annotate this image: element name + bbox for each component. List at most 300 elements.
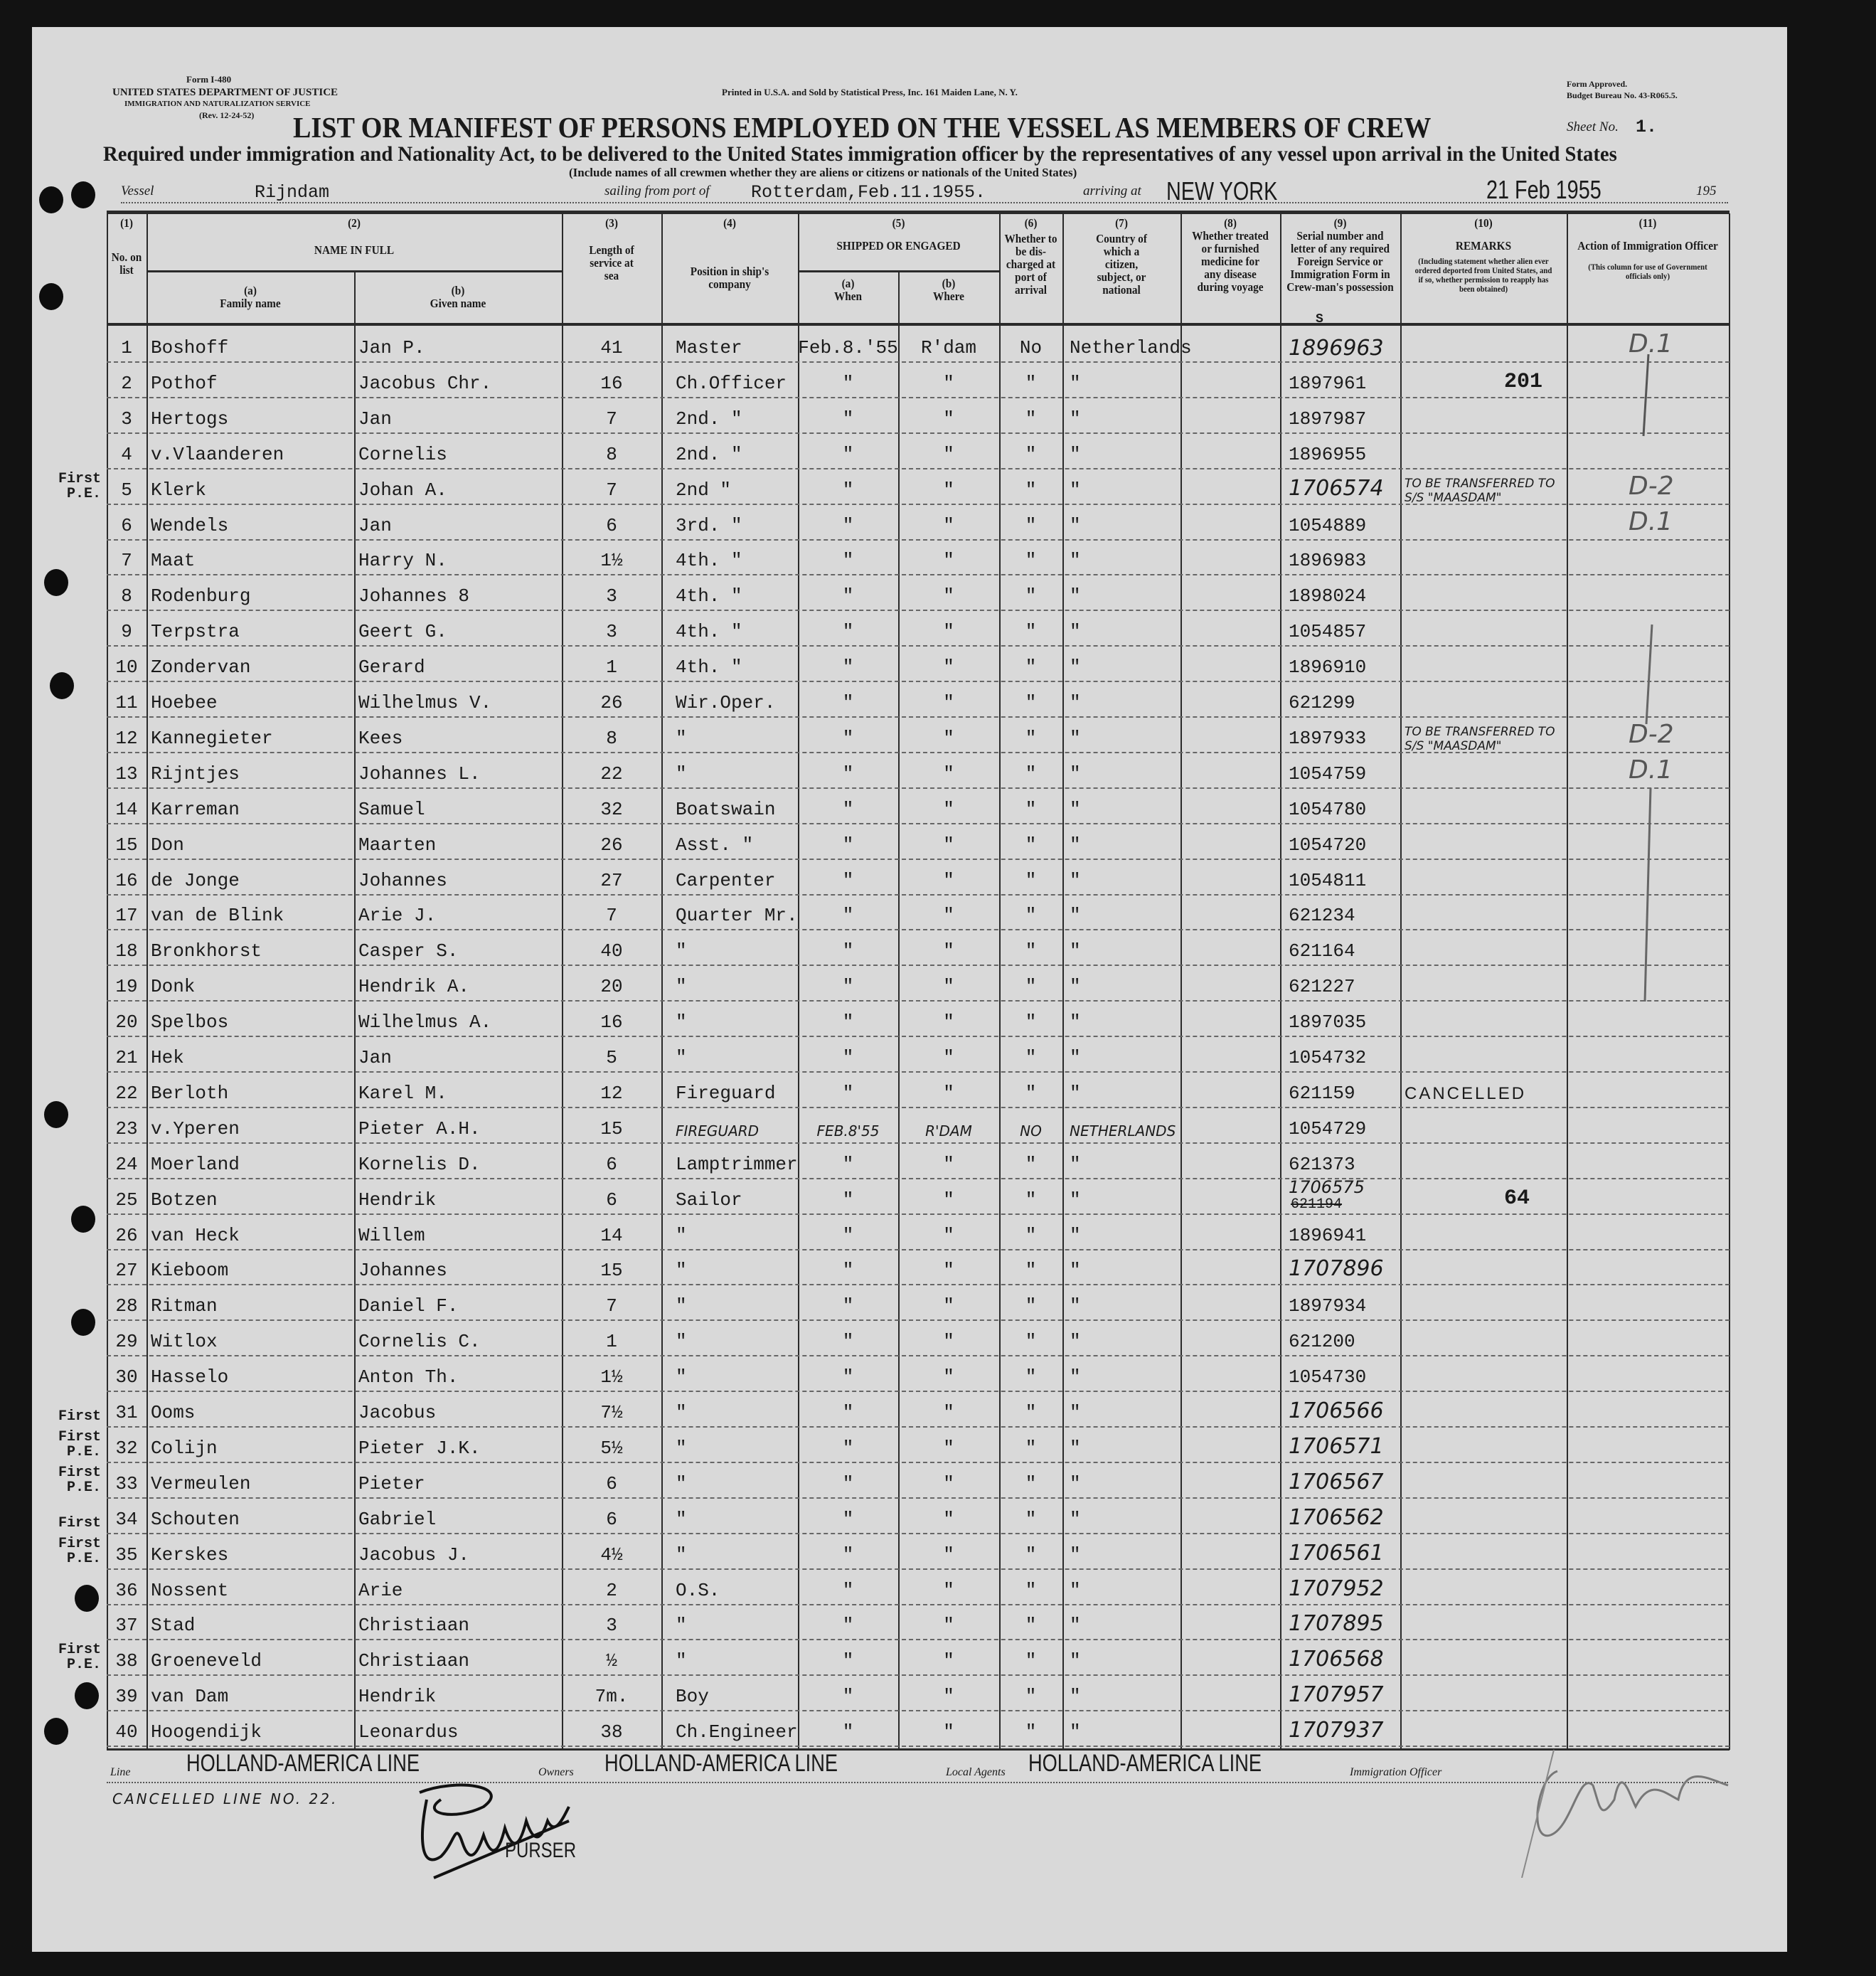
shipped-when-cell: ": [842, 1331, 854, 1353]
crew-row: [107, 823, 1730, 860]
given-name-cell: Jan P.: [358, 337, 425, 358]
shipped-when-cell: ": [842, 1615, 854, 1637]
shipped-when-cell: ": [842, 621, 854, 643]
country-cell: ": [1070, 1082, 1081, 1104]
vessel-name: Rijndam: [255, 182, 330, 203]
serial-number-cell: 1707896: [1289, 1256, 1384, 1282]
crew-row: [107, 1178, 1730, 1215]
shipped-where-cell: ": [943, 585, 954, 607]
discharged-cell: ": [1025, 1437, 1037, 1459]
family-name-cell: Bronkhorst: [151, 940, 262, 962]
number-cell: 9: [121, 621, 132, 643]
col-header-discharged: (6) Whether to be dis-charged at port of arrival: [1004, 216, 1057, 297]
number-cell: 19: [115, 976, 138, 998]
number-cell: 30: [115, 1366, 138, 1388]
serial-number-cell: 1054780: [1289, 798, 1367, 820]
shipped-when-cell: ": [842, 727, 854, 749]
country-cell: ": [1070, 834, 1081, 856]
serial-number-cell: 621159: [1289, 1082, 1355, 1104]
shipped-where-cell: ": [943, 869, 954, 891]
line-label: Line: [110, 1766, 131, 1778]
length-of-service-cell: 8: [606, 727, 617, 749]
country-cell: ": [1070, 1402, 1081, 1423]
crew-row: [107, 1142, 1730, 1179]
length-of-service-cell: 38: [600, 1721, 623, 1743]
shipped-where-cell: ": [943, 1650, 954, 1672]
discharged-cell: ": [1025, 905, 1037, 927]
serial-number-cell: 621164: [1289, 940, 1355, 962]
serial-number-cell: 1897987: [1289, 408, 1367, 430]
serial-number-cell: 1896963: [1289, 336, 1384, 361]
shipped-where-cell: ": [943, 514, 954, 536]
family-name-cell: van Dam: [151, 1686, 229, 1708]
length-of-service-cell: 6: [606, 1189, 617, 1211]
shipped-when-cell: ": [842, 1082, 854, 1104]
crew-row: [107, 574, 1730, 611]
serial-number-cell: 1054729: [1289, 1117, 1367, 1140]
family-name-cell: Wendels: [151, 514, 229, 536]
shipped-when-cell: ": [842, 1579, 854, 1601]
country-cell: ": [1070, 692, 1081, 713]
position-cell: FIREGUARD: [676, 1122, 760, 1140]
given-name-cell: Christiaan: [358, 1650, 470, 1672]
serial-number-cell: 1896941: [1289, 1224, 1367, 1246]
crew-row: [107, 1355, 1730, 1392]
length-of-service-cell: 1: [606, 657, 617, 679]
arrival-date: 21 Feb 1955: [1486, 175, 1601, 204]
length-of-service-cell: 32: [600, 798, 623, 820]
col-header-given: (b) Given name: [430, 284, 486, 310]
family-name-cell: Berloth: [151, 1082, 229, 1104]
serial-number-cell: 1706574: [1289, 475, 1384, 501]
serial-number-cell: 1707957: [1289, 1682, 1384, 1708]
officer-signature: [1493, 1707, 1749, 1878]
serial-number-cell: 1897035: [1289, 1011, 1367, 1034]
family-name-cell: Colijn: [151, 1437, 218, 1459]
discharged-cell: ": [1025, 585, 1037, 607]
number-cell: 17: [115, 905, 138, 927]
family-name-cell: Kieboom: [151, 1260, 229, 1282]
discharged-cell: ": [1025, 1047, 1037, 1068]
shipped-when-cell: ": [842, 1366, 854, 1388]
margin-note-cell: First P.E.: [58, 1428, 101, 1460]
position-cell: ": [676, 1437, 687, 1459]
given-name-cell: Pieter A.H.: [358, 1117, 481, 1140]
officer-action-cell: D-2: [1629, 471, 1674, 501]
struck-serial: 621194: [1291, 1196, 1343, 1213]
family-name-cell: van de Blink: [151, 905, 284, 927]
family-name-cell: van Heck: [151, 1224, 240, 1246]
serial-number-cell: 1054720: [1289, 834, 1367, 856]
shipped-when-cell: ": [842, 1508, 854, 1530]
shipped-where-cell: ": [943, 727, 954, 749]
length-of-service-cell: 6: [606, 1153, 617, 1175]
position-cell: Fireguard: [676, 1082, 776, 1104]
shipped-when-cell: ": [842, 479, 854, 501]
country-cell: ": [1070, 550, 1081, 572]
shipped-where-cell: ": [943, 372, 954, 394]
length-of-service-cell: 26: [600, 834, 623, 856]
serial-number-cell: 1706566: [1289, 1398, 1384, 1423]
position-cell: Boatswain: [676, 798, 776, 820]
country-cell: ": [1070, 479, 1081, 501]
family-name-cell: Botzen: [151, 1189, 218, 1211]
given-name-cell: Anton Th.: [358, 1366, 459, 1388]
position-cell: Quarter Mr.: [676, 905, 798, 927]
number-cell: 16: [115, 869, 138, 891]
purser-label: PURSER: [505, 1839, 577, 1862]
country-cell: ": [1070, 1615, 1081, 1637]
country-cell: ": [1070, 976, 1081, 998]
family-name-cell: Kannegieter: [151, 727, 273, 749]
country-cell: ": [1070, 798, 1081, 820]
crew-row: [107, 1319, 1730, 1356]
given-name-cell: Wilhelmus V.: [358, 692, 492, 713]
col-header-serial: (9) Serial number and letter of any required Foreign Service or Immigration Form in Crew-man's possession: [1286, 216, 1394, 294]
position-cell: ": [676, 1472, 687, 1494]
family-name-cell: Kerskes: [151, 1544, 229, 1566]
serial-number-cell: 1706567: [1289, 1469, 1384, 1494]
shipped-when-cell: ": [842, 798, 854, 820]
length-of-service-cell: 27: [600, 869, 623, 891]
shipped-where-cell: ": [943, 976, 954, 998]
shipped-when-cell: ": [842, 1189, 854, 1211]
family-name-cell: Spelbos: [151, 1011, 229, 1034]
crew-row: [107, 432, 1730, 469]
family-name-cell: Vermeulen: [151, 1472, 251, 1494]
length-of-service-cell: 2: [606, 1579, 617, 1601]
country-cell: ": [1070, 1579, 1081, 1601]
col-header-where: (b) Where: [933, 277, 964, 303]
position-cell: 3rd. ": [676, 514, 742, 536]
discharged-cell: ": [1025, 1260, 1037, 1282]
number-cell: 39: [115, 1686, 138, 1708]
country-cell: ": [1070, 763, 1081, 785]
shipped-when-cell: ": [842, 1153, 854, 1175]
remarks-cell: 64: [1504, 1186, 1530, 1211]
shipped-when-cell: ": [842, 372, 854, 394]
punch-hole: [39, 283, 63, 310]
family-name-cell: Zondervan: [151, 657, 251, 679]
country-cell: ": [1070, 1366, 1081, 1388]
punch-hole: [71, 1206, 95, 1233]
discharged-cell: ": [1025, 1721, 1037, 1743]
arriving-port: NEW YORK: [1166, 176, 1278, 206]
shipped-when-cell: ": [842, 657, 854, 679]
col-header-position: (4) Position in ship's company: [690, 216, 769, 291]
shipped-where-cell: ": [943, 834, 954, 856]
serial-number-cell: 1706562: [1289, 1504, 1384, 1530]
shipped-where-cell: ": [943, 1153, 954, 1175]
length-of-service-cell: 5½: [600, 1437, 623, 1459]
serial-number-cell: 1054759: [1289, 763, 1367, 785]
serial-number-cell: 1896955: [1289, 443, 1367, 465]
vessel-label: Vessel: [121, 184, 154, 198]
budget-bureau-no: Budget Bureau No. 43-R065.5.: [1567, 90, 1678, 100]
discharged-cell: ": [1025, 1011, 1037, 1034]
punch-hole: [39, 186, 63, 213]
given-name-cell: Casper S.: [358, 940, 459, 962]
length-of-service-cell: 8: [606, 443, 617, 465]
punch-hole: [71, 181, 95, 208]
crew-row: [107, 893, 1730, 930]
discharged-cell: ": [1025, 479, 1037, 501]
shipped-when-cell: ": [842, 905, 854, 927]
country-cell: ": [1070, 1011, 1081, 1034]
officer-action-cell: D.1: [1629, 506, 1673, 536]
number-cell: 38: [115, 1650, 138, 1672]
serial-number-cell: 621373: [1289, 1153, 1355, 1175]
shipped-where-cell: ": [943, 1011, 954, 1034]
given-name-cell: Willem: [358, 1224, 425, 1246]
length-of-service-cell: 26: [600, 692, 623, 713]
serial-number-cell: 1896983: [1289, 550, 1367, 572]
given-name-cell: Gerard: [358, 657, 425, 679]
position-cell: 4th. ": [676, 657, 742, 679]
discharged-cell: ": [1025, 550, 1037, 572]
line-company: HOLLAND-AMERICA LINE: [186, 1750, 420, 1777]
number-cell: 12: [115, 727, 138, 749]
crew-row: [107, 1071, 1730, 1108]
shipped-when-cell: ": [842, 1721, 854, 1743]
shipped-when-cell: ": [842, 1224, 854, 1246]
given-name-cell: Johannes 8: [358, 585, 470, 607]
given-name-cell: Hendrik: [358, 1686, 437, 1708]
country-cell: ": [1070, 869, 1081, 891]
length-of-service-cell: 15: [600, 1117, 623, 1140]
position-cell: ": [676, 1650, 687, 1672]
shipped-when-cell: ": [842, 1295, 854, 1317]
length-of-service-cell: 3: [606, 1615, 617, 1637]
shipped-when-cell: ": [842, 514, 854, 536]
sailing-from: Rotterdam,Feb.11.1955.: [751, 182, 986, 203]
number-cell: 10: [115, 657, 138, 679]
discharged-cell: ": [1025, 834, 1037, 856]
given-name-cell: Christiaan: [358, 1615, 470, 1637]
crew-row: [58, 1497, 1730, 1534]
family-name-cell: Moerland: [151, 1153, 240, 1175]
given-name-cell: Jan: [358, 1047, 392, 1068]
shipped-when-cell: FEB.8'55: [816, 1122, 880, 1140]
punch-hole: [44, 1101, 68, 1128]
number-cell: 8: [121, 585, 132, 607]
col-header-shipped: (5) SHIPPED OR ENGAGED: [836, 216, 961, 253]
crew-row: [107, 326, 1730, 363]
number-cell: 22: [115, 1082, 138, 1104]
position-cell: ": [676, 1544, 687, 1566]
shipped-where-cell: ": [943, 905, 954, 927]
given-name-cell: Hendrik: [358, 1189, 437, 1211]
crew-row: [107, 1036, 1730, 1073]
discharged-cell: ": [1025, 1579, 1037, 1601]
serial-number-cell: 1706571: [1289, 1433, 1384, 1459]
position-cell: ": [676, 1295, 687, 1317]
form-number: Form I-480: [186, 74, 232, 85]
length-of-service-cell: 20: [600, 976, 623, 998]
number-cell: 5: [121, 479, 132, 501]
crew-row: [107, 859, 1730, 896]
number-cell: 36: [115, 1579, 138, 1601]
number-cell: 24: [115, 1153, 138, 1175]
length-of-service-cell: 12: [600, 1082, 623, 1104]
family-name-cell: Klerk: [151, 479, 207, 501]
country-cell: ": [1070, 1260, 1081, 1282]
position-cell: 2nd. ": [676, 408, 742, 430]
shipped-where-cell: ": [943, 1047, 954, 1068]
crew-row: [107, 929, 1730, 966]
length-of-service-cell: ½: [606, 1650, 617, 1672]
position-cell: ": [676, 940, 687, 962]
number-cell: 6: [121, 514, 132, 536]
crew-row: [107, 645, 1730, 682]
punch-hole: [50, 672, 74, 699]
family-name-cell: Hoebee: [151, 692, 218, 713]
country-cell: Netherlands: [1070, 337, 1192, 358]
shipped-when-cell: ": [842, 1011, 854, 1034]
shipped-where-cell: ": [943, 1331, 954, 1353]
length-of-service-cell: 4½: [600, 1544, 623, 1566]
position-cell: Ch.Engineer: [676, 1721, 798, 1743]
col-header-medicine: (8) Whether treated or furnished medicine for any disease during voyage: [1192, 216, 1269, 294]
discharged-cell: ": [1025, 514, 1037, 536]
crew-row: [107, 538, 1730, 575]
country-cell: ": [1070, 1224, 1081, 1246]
year-suffix: 195: [1696, 184, 1717, 198]
family-name-cell: v.Vlaanderen: [151, 443, 284, 465]
cancel-note: CANCELLED LINE NO. 22.: [112, 1790, 339, 1807]
shipped-when-cell: ": [842, 1472, 854, 1494]
length-of-service-cell: 1½: [600, 1366, 623, 1388]
length-of-service-cell: 40: [600, 940, 623, 962]
serial-number-cell: 1707895: [1289, 1611, 1384, 1637]
position-cell: Lamptrimmer: [676, 1153, 798, 1175]
shipped-when-cell: ": [842, 443, 854, 465]
position-cell: 2nd ": [676, 479, 732, 501]
position-cell: O.S.: [676, 1579, 720, 1601]
discharged-cell: ": [1025, 621, 1037, 643]
position-cell: ": [676, 1260, 687, 1282]
crew-row: [107, 752, 1730, 789]
shipped-where-cell: ": [943, 408, 954, 430]
given-name-cell: Arie: [358, 1579, 403, 1601]
family-name-cell: Ooms: [151, 1402, 196, 1423]
shipped-where-cell: ": [943, 1224, 954, 1246]
serial-number-cell: 1054857: [1289, 621, 1367, 643]
crew-row: [107, 361, 1730, 398]
serial-number-cell: 1707952: [1289, 1576, 1384, 1601]
discharged-cell: ": [1025, 727, 1037, 749]
shipped-when-cell: ": [842, 1402, 854, 1423]
serial-number-cell: 1896910: [1289, 657, 1367, 679]
discharged-cell: ": [1025, 940, 1037, 962]
given-name-cell: Jacobus Chr.: [358, 372, 492, 394]
position-cell: ": [676, 1011, 687, 1034]
shipped-when-cell: ": [842, 1686, 854, 1708]
given-name-cell: Jacobus: [358, 1402, 437, 1423]
department-name: UNITED STATES DEPARTMENT OF JUSTICE: [112, 87, 339, 98]
crew-row: [107, 716, 1730, 753]
shipped-where-cell: R'DAM: [925, 1122, 972, 1140]
printer-note: Printed in U.S.A. and Sold by Statistical Press, Inc. 161 Maiden Lane, N. Y.: [722, 87, 1018, 97]
discharged-cell: ": [1025, 1189, 1037, 1211]
shipped-where-cell: ": [943, 798, 954, 820]
given-name-cell: Arie J.: [358, 905, 437, 927]
shipped-where-cell: ": [943, 550, 954, 572]
serial-number-cell: 1054889: [1289, 514, 1367, 536]
given-name-cell: Johannes L.: [358, 763, 481, 785]
position-cell: ": [676, 727, 687, 749]
crew-row: [107, 681, 1730, 718]
number-cell: 40: [115, 1721, 138, 1743]
country-cell: ": [1070, 514, 1081, 536]
family-name-cell: Hek: [151, 1047, 184, 1068]
crew-row: [58, 1462, 1730, 1499]
family-name-cell: Donk: [151, 976, 196, 998]
position-cell: Carpenter: [676, 869, 776, 891]
discharged-cell: ": [1025, 443, 1037, 465]
length-of-service-cell: 16: [600, 372, 623, 394]
given-name-cell: Kees: [358, 727, 403, 749]
position-cell: Asst. ": [676, 834, 754, 856]
length-of-service-cell: 22: [600, 763, 623, 785]
shipped-where-cell: ": [943, 443, 954, 465]
discharged-cell: ": [1025, 1402, 1037, 1423]
crew-row: [107, 1568, 1730, 1605]
length-of-service-cell: 7: [606, 905, 617, 927]
length-of-service-cell: 3: [606, 621, 617, 643]
country-cell: ": [1070, 1686, 1081, 1708]
length-of-service-cell: 5: [606, 1047, 617, 1068]
owners-company: HOLLAND-AMERICA LINE: [604, 1750, 838, 1777]
position-cell: ": [676, 1224, 687, 1246]
shipped-where-cell: ": [943, 1721, 954, 1743]
discharged-cell: ": [1025, 869, 1037, 891]
discharged-cell: ": [1025, 1508, 1037, 1530]
crew-row: [107, 1107, 1730, 1144]
officer-action-cell: D.1: [1629, 755, 1673, 785]
position-cell: ": [676, 1508, 687, 1530]
serial-number-cell: 1897933: [1289, 727, 1367, 749]
position-cell: Ch.Officer: [676, 372, 787, 394]
crew-row: [107, 965, 1730, 1002]
owners-label: Owners: [538, 1766, 574, 1778]
length-of-service-cell: 7½: [600, 1402, 623, 1423]
number-cell: 27: [115, 1260, 138, 1282]
margin-note-cell: First P.E.: [58, 1464, 101, 1496]
shipped-when-cell: ": [842, 1047, 854, 1068]
punch-hole: [44, 569, 68, 596]
country-cell: ": [1070, 1189, 1081, 1211]
length-of-service-cell: 1: [606, 1331, 617, 1353]
length-of-service-cell: 6: [606, 514, 617, 536]
family-name-cell: Hertogs: [151, 408, 229, 430]
include-note: (Include names of all crewmen whether they are aliens or citizens or nationals of the United States): [569, 166, 1077, 179]
number-cell: 32: [115, 1437, 138, 1459]
serial-number-cell: 621299: [1289, 692, 1355, 713]
shipped-when-cell: ": [842, 1650, 854, 1672]
position-cell: ": [676, 1615, 687, 1637]
country-cell: ": [1070, 657, 1081, 679]
service-name: IMMIGRATION AND NATURALIZATION SERVICE: [124, 100, 311, 108]
position-cell: 4th. ": [676, 585, 742, 607]
length-of-service-cell: 7: [606, 479, 617, 501]
number-cell: 35: [115, 1544, 138, 1566]
margin-note-cell: First P.E.: [58, 1535, 101, 1567]
length-of-service-cell: 7: [606, 1295, 617, 1317]
position-cell: ": [676, 1366, 687, 1388]
position-cell: 4th. ": [676, 621, 742, 643]
country-cell: ": [1070, 1650, 1081, 1672]
